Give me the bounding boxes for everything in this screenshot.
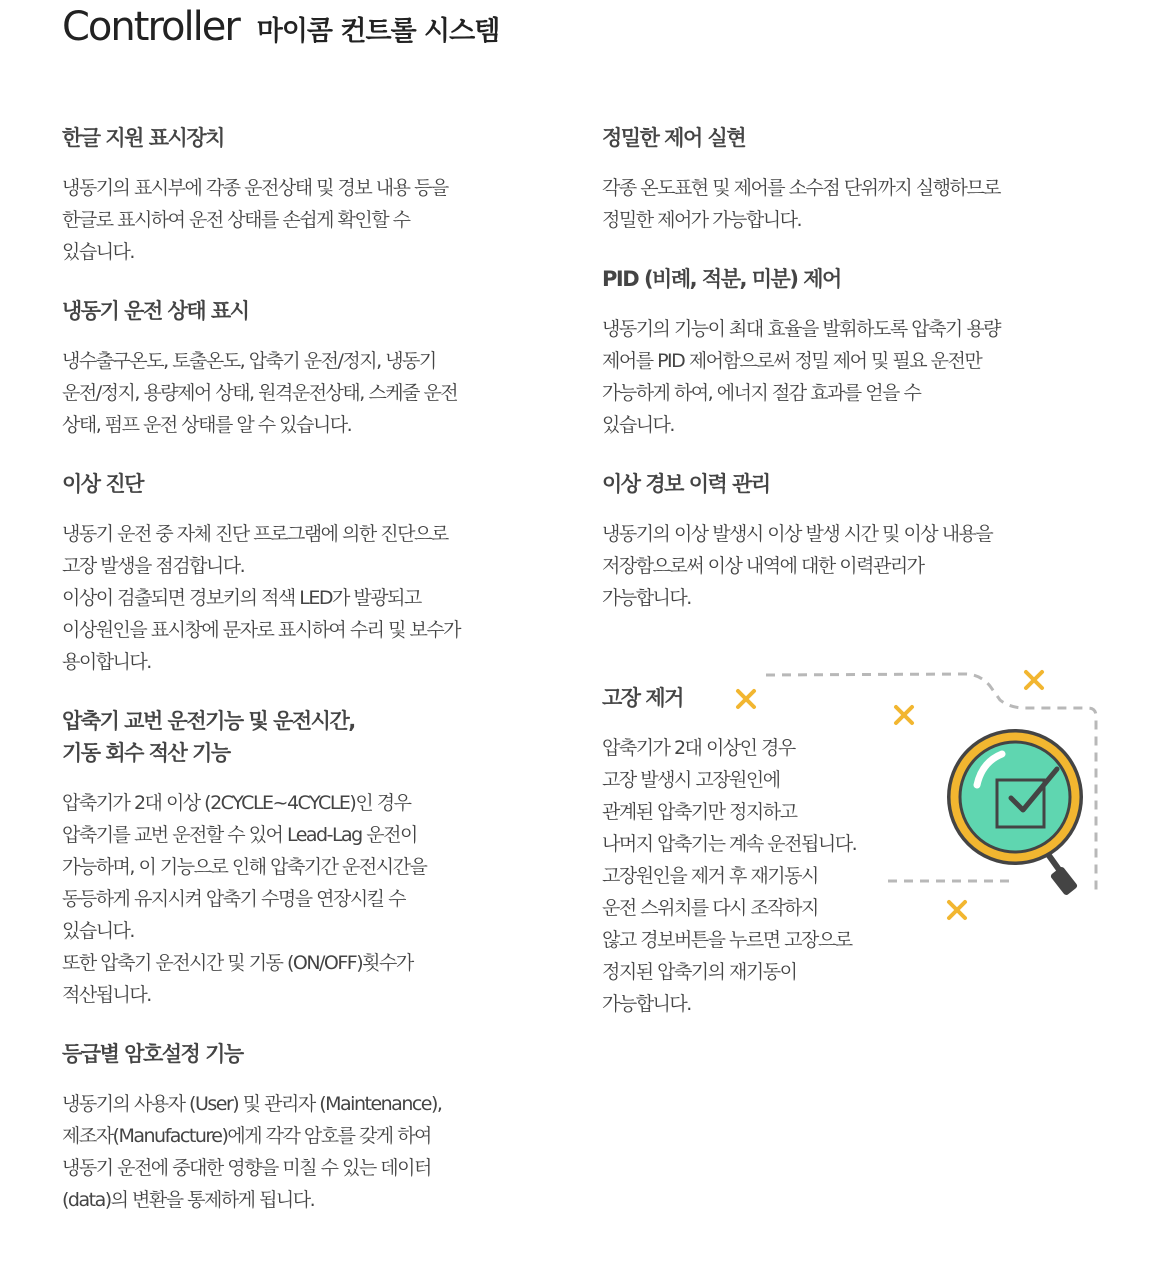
feature-section [602,468,1102,614]
page-header [62,4,499,50]
section-body: 냉동기의 표시부에 각종 운전상태 및 경보 내용 등을 한글로 표시하여 운전 상태를 손쉽게 확인할 수 있습니다. [62,177,448,263]
magnifier-lens [949,731,1081,863]
section-body: 압축기가 2대 이상 (2CYCLE~4CYCLE)인 경우 압축기를 교번 운전할 수 있어 Lead-Lag 운전이 가능하며, 이 기능으로 인해 압축기간 운전시간을 동등하게 유지시켜 압축기 수명을 연장시킬 수 있습니다. 또한 압축기 운전시간 및 기동 (ON/OFF)횟수가 적산됩니다. [62,792,427,1006]
left-column [62,122,562,1243]
section-body: 냉수출구온도, 토출온도, 압축기 운전/정지, 냉동기 운전/정지, 용량제어 상태, 원격운전상태, 스케줄 운전 상태, 펌프 운전 상태를 알 수 있습니다. [62,350,458,436]
page-subtitle: 마이콤 컨트롤 시스템 [256,16,500,47]
feature-section [62,705,562,1011]
page-title: Controller [62,4,239,50]
section-title: 냉동기 운전 상태 표시 [62,299,249,323]
section-title: 압축기 교번 운전기능 및 운전시간, 기동 회수 적산 기능 [62,709,355,765]
section-body: 냉동기의 사용자 (User) 및 관리자 (Maintenance), 제조자(Manufacture)에게 각각 암호를 갖게 하여 냉동기 운전에 중대한 영향을 미칠 수 있는 데이터 (data)의 변환을 통제하게 됩니다. [62,1093,442,1211]
section-title: 등급별 암호설정 기능 [62,1042,243,1066]
section-body: 냉동기 운전 중 자체 진단 프로그램에 의한 진단으로 고장 발생을 점검합니다. 이상이 검출되면 경보키의 적색 LED가 발광되고 이상원인을 표시창에 문자로 표시하여 수리 및 보수가 용이합니다. [62,523,461,673]
section-body: 냉동기의 기능이 최대 효율을 발휘하도록 압축기 용량 제어를 PID 제어함으로써 정밀 제어 및 필요 운전만 가능하게 하여, 에너지 절감 효과를 얻을 수 있습니다. [602,318,1001,436]
section-title: 고장 제거 [602,686,683,710]
right-column [602,122,1102,641]
cross-mark [1026,672,1042,688]
section-body: 각종 온도표현 및 제어를 소수점 단위까지 실행하므로 정밀한 제어가 가능합니다. [602,177,1001,231]
cross-mark [949,902,965,918]
section-body: 압축기가 2대 이상인 경우 고장 발생시 고장원인에 관계된 압축기만 정지하고 나머지 압축기는 계속 운전됩니다. 고장원인을 제거 후 재기동시 운전 스위치를 다시 조작하지 않고 경보버튼을 누르면 고장으로 정지된 압축기의 재기동이 가능합니다. [602,737,857,1015]
section-body: 냉동기의 이상 발생시 이상 발생 시간 및 이상 내용을 저장함으로써 이상 내역에 대한 이력관리가 가능합니다. [602,523,993,609]
feature-section [62,1038,562,1216]
magnifier-handle [1045,850,1078,896]
feature-section [62,468,562,678]
section-title: 정밀한 제어 실현 [602,126,746,150]
section-title: PID (비례, 적분, 미분) 제어 [602,267,841,291]
feature-section [62,295,562,441]
feature-section [602,122,1102,236]
section-title: 이상 경보 이력 관리 [602,472,770,496]
fault-clear-section [602,682,932,1020]
section-title: 이상 진단 [62,472,143,496]
feature-section [62,122,562,268]
feature-section [602,263,1102,441]
section-title: 한글 지원 표시장치 [62,126,224,150]
